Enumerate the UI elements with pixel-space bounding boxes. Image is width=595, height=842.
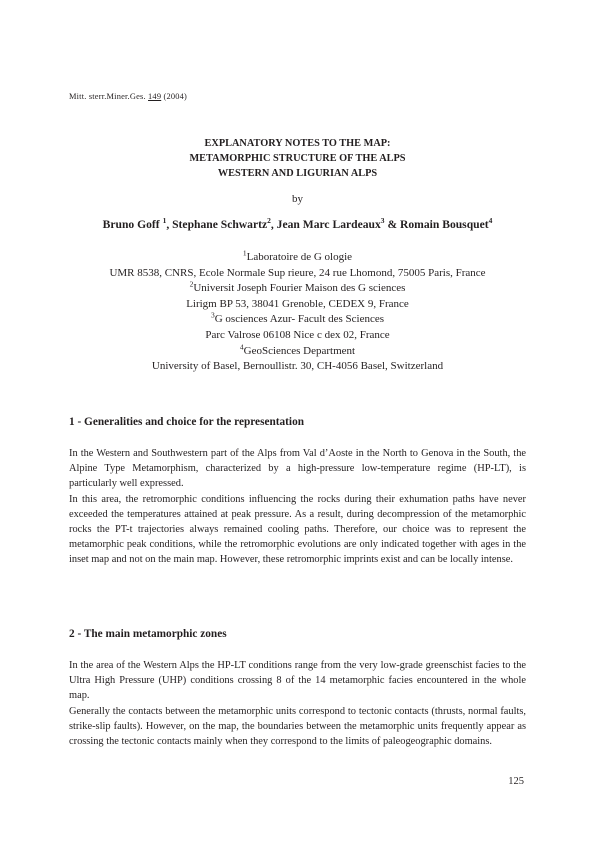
author-affiliation-mark: 2 xyxy=(267,216,271,226)
paragraph: In the area of the Western Alps the HP-LT conditions range from the very low-grade greenschist facies to the Ultra High Pressure (UHP) conditions crossing 8 of the 14 metamorphic facies encountered in the whole map. xyxy=(69,660,526,702)
journal-year: (2004) xyxy=(163,92,188,101)
affiliations xyxy=(0,250,595,375)
journal-citation xyxy=(69,92,187,101)
affiliation-name: $^3$G osciences Azur- Facult des Sciences xyxy=(210,310,385,326)
affiliation-mark: 4 xyxy=(239,341,244,351)
title-line-2: METAMORPHIC STRUCTURE OF THE ALPS xyxy=(189,153,406,164)
journal-name: Mitt. sterr.Miner.Ges. xyxy=(69,92,146,101)
paper-title xyxy=(0,136,595,181)
author-name: Stephane Schwartz xyxy=(172,218,268,231)
title-line-3: WESTERN AND LIGURIAN ALPS xyxy=(217,168,378,179)
paragraph: In the Western and Southwestern part of the Alps from Val d’Aoste in the North to Genova in the South, the Alpine Type Metamorphism, characterized by a high-pressure low-temperature regime (HP-LT), is particularly well expressed. xyxy=(69,448,526,490)
author-affiliation-mark: 3 xyxy=(380,216,385,226)
affiliation-mark: 3 xyxy=(210,310,215,320)
affiliation-address: UMR 8538, CNRS, Ecole Normale Sup rieure, 24 rue Lhomond, 75005 Paris, France xyxy=(109,266,486,279)
section-1-heading: 1 - Generalities and choice for the representation xyxy=(69,416,305,428)
journal-volume: 149 xyxy=(148,92,162,101)
paragraph: In this area, the retromorphic conditions influencing the rocks during their exhumation paths have never exceeded the temperatures attained at peak pressure. As a result, during decompression of the metamorphic rocks the PT-t trajectories always remained cooling paths. Therefore, our choice was to represent the metamorphic peak conditions, while the retromorphic evolutions are only indicated together with ages in the inset map and not on the main map. However, these retromorphic imprints exist and can be locally intense. xyxy=(69,493,526,566)
affiliation-name: $^4$GeoSciences Department xyxy=(239,341,356,357)
section-2-body xyxy=(69,658,526,749)
page-number: 125 xyxy=(508,776,524,787)
author-list: Bruno Goff $^1$, Stephane Schwartz$^2$, Jean Marc Lardeaux$^3$ & Romain Bousquet$^4$ xyxy=(102,216,493,231)
affiliation-mark: 2 xyxy=(189,279,194,289)
section-2-heading: 2 - The main metamorphic zones xyxy=(69,628,227,640)
affiliation-address: Parc Valrose 06108 Nice c dex 02, France xyxy=(205,328,390,341)
affiliation-name: $^1$Laboratoire de G ologie xyxy=(242,248,353,263)
section-1-body xyxy=(69,446,526,568)
affiliation-mark: 1 xyxy=(242,248,247,258)
paragraph: Generally the contacts between the metamorphic units correspond to tectonic contacts (thrusts, normal faults, strike-slip faults). However, on the map, the boundaries between the metamorphic units frequently appear as crossing the tectonic contacts mainly when they correspond to the limits of paleogeographic domains. xyxy=(69,705,526,748)
author-name: Bruno Goff xyxy=(102,218,160,231)
affiliation-address: University of Basel, Bernoullistr. 30, CH-4056 Basel, Switzerland xyxy=(151,360,444,373)
affiliation-name: $^2$Universit Joseph Fourier Maison des G sciences xyxy=(189,279,406,295)
author-affiliation-mark: 4 xyxy=(488,216,493,226)
affiliation-address: Lirigm BP 53, 38041 Grenoble, CEDEX 9, France xyxy=(186,297,409,310)
author-name: Jean Marc Lardeaux xyxy=(276,218,381,231)
title-line-1: EXPLANATORY NOTES TO THE MAP: xyxy=(204,138,391,149)
author-affiliation-mark: 1 xyxy=(162,216,167,226)
by-label: by xyxy=(292,193,303,205)
author-name: Romain Bousquet xyxy=(400,218,489,231)
